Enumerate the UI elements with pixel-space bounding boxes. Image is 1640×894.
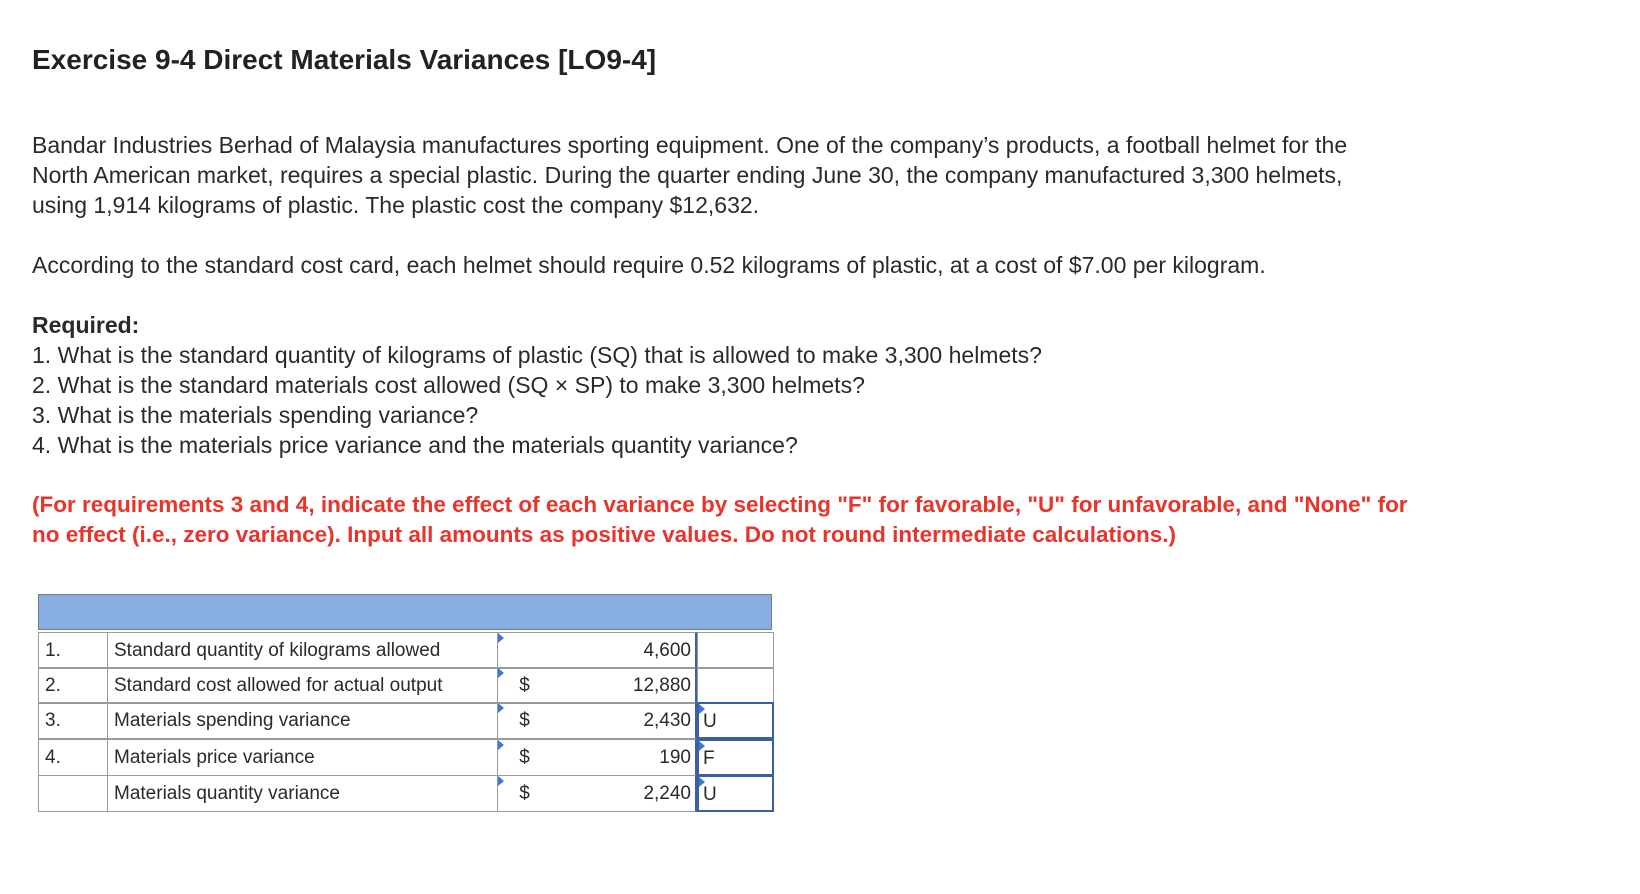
input-marker-icon (699, 704, 705, 714)
intro-line: North American market, requires a special plastic. During the quarter ending June 30, the company manufactured 3,300 helmets, (32, 162, 1343, 188)
standard-cost-text: According to the standard cost card, each helmet should require 0.52 kilograms of plastic, at a cost of $7.00 per kilogram. (32, 252, 1266, 278)
table-row (38, 775, 774, 812)
intro-line: using 1,914 kilograms of plastic. The plastic cost the company $12,632. (32, 192, 760, 218)
table-header-bar (38, 594, 772, 630)
row-number: 1. (38, 632, 108, 669)
row-label: Materials spending variance (107, 702, 498, 739)
currency-symbol: $ (519, 747, 530, 768)
intro-line: Bandar Industries Berhad of Malaysia manufactures sporting equipment. One of the company’s products, a football helmet for the (32, 132, 1348, 158)
row-number: 3. (38, 702, 108, 739)
answer-table (38, 594, 774, 818)
instructions-note (32, 490, 1592, 550)
input-marker-icon (699, 741, 705, 751)
row-label: Standard quantity of kilograms allowed (107, 632, 498, 669)
input-marker-icon (498, 668, 504, 678)
required-item-2: 2. What is the standard materials cost allowed (SQ × SP) to make 3,300 helmets? (32, 372, 865, 398)
instructions-line: (For requirements 3 and 4, indicate the effect of each variance by selecting "F" for favorable, "U" for unfavorable, and "None" for (32, 492, 1408, 517)
currency-cell (497, 739, 537, 776)
row-label: Materials price variance (107, 739, 498, 776)
input-marker-icon (498, 633, 504, 643)
required-item-3: 3. What is the materials spending variance? (32, 402, 479, 428)
effect-value: U (703, 711, 717, 732)
currency-symbol: $ (519, 783, 530, 804)
table-row (38, 702, 774, 739)
table-row (38, 632, 774, 669)
problem-intro (32, 130, 1592, 220)
currency-cell (497, 667, 537, 704)
page-title: Exercise 9-4 Direct Materials Variances [LO9-4] (32, 44, 657, 75)
currency-cell (497, 775, 537, 812)
currency-symbol: $ (519, 710, 530, 731)
row-label: Standard cost allowed for actual output (107, 667, 498, 704)
row-number (38, 775, 108, 812)
empty-cell (697, 632, 774, 669)
effect-select[interactable] (697, 702, 774, 739)
effect-select[interactable] (697, 739, 774, 776)
input-marker-icon (498, 703, 504, 713)
row-number: 2. (38, 667, 108, 704)
value-input[interactable]: 190 (537, 739, 697, 776)
value-input[interactable]: 4,600 (537, 632, 697, 669)
row-number: 4. (38, 739, 108, 776)
value-input[interactable]: 2,240 (537, 775, 697, 812)
row-label: Materials quantity variance (107, 775, 498, 812)
input-marker-icon (498, 776, 504, 786)
currency-cell (497, 632, 537, 669)
required-item-1: 1. What is the standard quantity of kilograms of plastic (SQ) that is allowed to make 3,300 helmets? (32, 342, 1042, 368)
input-marker-icon (699, 777, 705, 787)
value-input[interactable]: 2,430 (537, 702, 697, 739)
table-row (38, 667, 774, 704)
effect-value: F (703, 748, 715, 769)
effect-value: U (703, 784, 717, 805)
required-heading: Required: (32, 312, 140, 338)
effect-select[interactable] (697, 775, 774, 812)
required-section (32, 310, 1042, 460)
empty-cell (697, 667, 774, 704)
instructions-line: no effect (i.e., zero variance). Input all amounts as positive values. Do not round intermediate calculations.) (32, 522, 1176, 547)
required-item-4: 4. What is the materials price variance and the materials quantity variance? (32, 432, 798, 458)
currency-cell (497, 702, 537, 739)
input-marker-icon (498, 740, 504, 750)
value-input[interactable]: 12,880 (537, 667, 697, 704)
table-row (38, 739, 774, 776)
currency-symbol: $ (519, 675, 530, 696)
